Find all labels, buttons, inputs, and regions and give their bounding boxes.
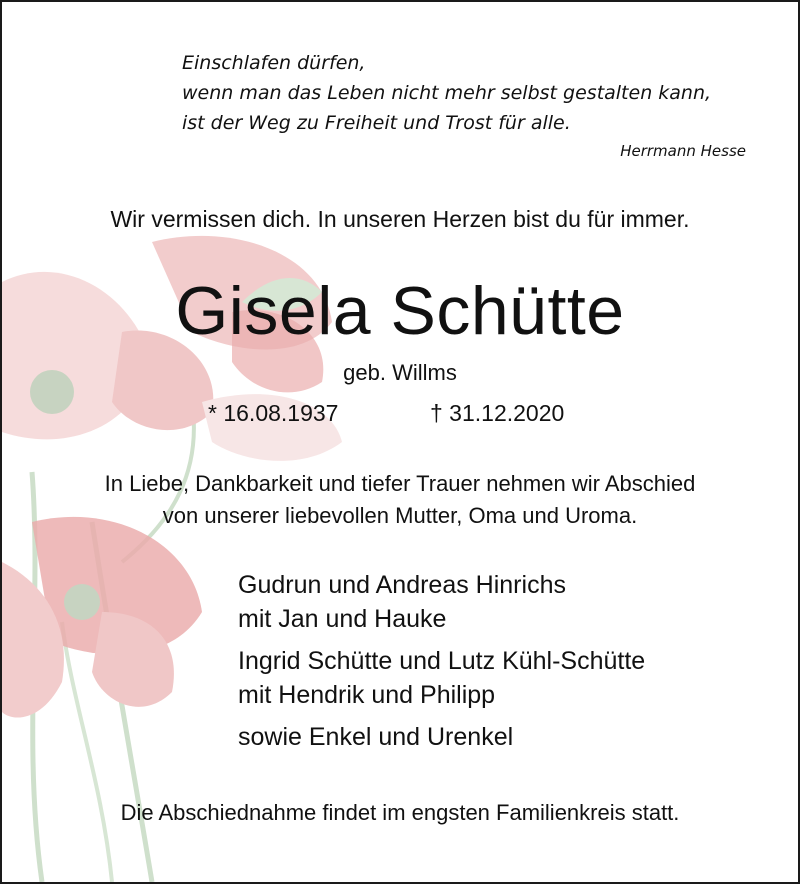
farewell-text [2,468,798,532]
mourner-line: mit Hendrik und Philipp [238,681,496,709]
mourner-line: mit Jan und Hauke [238,605,447,633]
mourner-group [238,644,645,712]
poem-author: Herrmann Hesse [620,142,746,160]
mourner-line: Ingrid Schütte und Lutz Kühl-Schütte [238,647,646,675]
birth-date: * 16.08.1937 [208,400,339,426]
closing-note: Die Abschiednahme findet im engsten Familienkreis statt. [120,800,680,825]
poem-line: wenn man das Leben nicht mehr selbst gestalten kann, [182,82,712,104]
death-date: † 31.12.2020 [430,400,565,426]
mourner-group [238,568,645,636]
mourner-line: sowie Enkel und Urenkel [238,723,514,751]
poem [182,48,752,138]
deceased-name: Gisela Schütte [175,273,625,349]
mourners-list [238,568,645,762]
motto: Wir vermissen dich. In unseren Herzen bist du für immer. [110,206,690,232]
farewell-line: von unserer liebevollen Mutter, Oma und Uroma. [162,503,638,528]
poem-line: Einschlafen dürfen, [182,52,366,74]
maiden-name: geb. Willms [343,360,457,385]
mourner-group [238,720,645,754]
farewell-line: In Liebe, Dankbarkeit und tiefer Trauer nehmen wir Abschied [104,471,696,496]
poem-line: ist der Weg zu Freiheit und Trost für alle. [182,112,571,134]
mourner-line: Gudrun und Andreas Hinrichs [238,571,566,599]
